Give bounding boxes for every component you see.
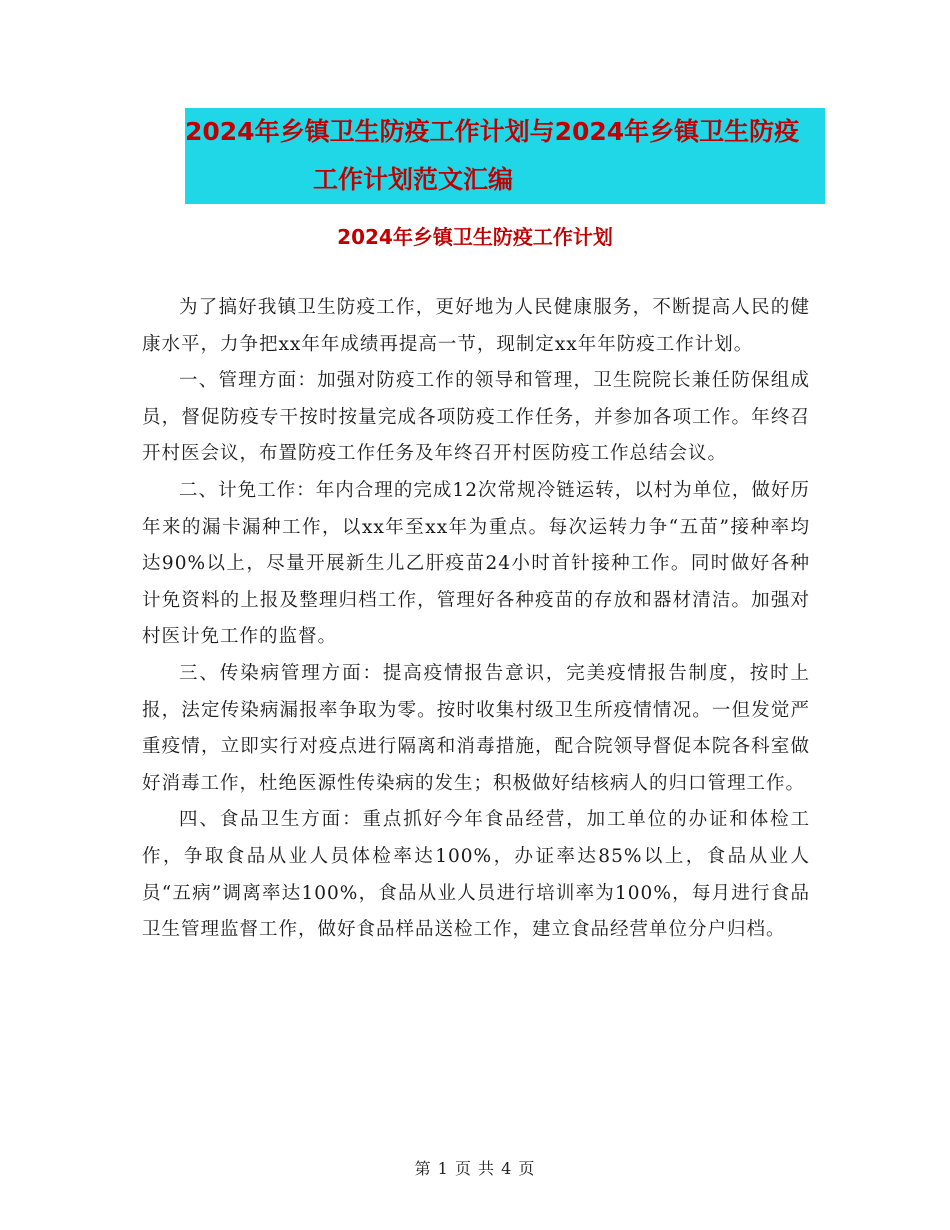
- document-title: [185, 108, 825, 204]
- section-title: 2024年乡镇卫生防疫工作计划: [337, 225, 613, 249]
- title-line-1: 2024年乡镇卫生防疫工作计划与2024年乡镇卫生防疫: [185, 117, 800, 146]
- document-body: [142, 290, 810, 949]
- paragraph-infectious-disease: 三、传染病管理方面：提高疫情报告意识，完美疫情报告制度，按时上报，法定传染病漏报率争取为零。按时收集村级卫生所疫情情况。一但发觉严重疫情，立即实行对疫点进行隔离和消毒措施，配合院领导督促本院各科室做好消毒工作，杜绝医源性传染病的发生；积极做好结核病人的归口管理工作。: [142, 662, 810, 794]
- paragraph-food-hygiene: 四、食品卫生方面：重点抓好今年食品经营，加工单位的办证和体检工作，争取食品从业人员体检率达100%，办证率达85%以上，食品从业人员“五病”调离率达100%，食品从业人员进行培训率为100%，每月进行食品卫生管理监督工作，做好食品样品送检工作，建立食品经营单位分户归档。: [142, 809, 810, 941]
- title-line-2: 工作计划范文汇编: [313, 165, 514, 194]
- paragraph-immunization: 二、计免工作：年内合理的完成12次常规冷链运转，以村为单位，做好历年来的漏卡漏种工作，以xx年至xx年为重点。每次运转力争“五苗”接种率均达90%以上，尽量开展新生儿乙肝疫苗24小时首针接种工作。同时做好各种计免资料的上报及整理归档工作，管理好各种疫苗的存放和器材清洁。加强对村医计免工作的监督。: [142, 479, 810, 648]
- paragraph-intro: 为了搞好我镇卫生防疫工作，更好地为人民健康服务，不断提高人民的健康水平，力争把xx年年成绩再提高一节，现制定xx年年防疫工作计划。: [142, 297, 810, 355]
- paragraph-management: 一、管理方面：加强对防疫工作的领导和管理，卫生院院长兼任防保组成员，督促防疫专干按时按量完成各项防疫工作任务，并参加各项工作。年终召开村医会议，布置防疫工作任务及年终召开村医防疫工作总结会议。: [142, 370, 810, 465]
- page-footer: 第 1 页 共 4 页: [414, 1159, 536, 1178]
